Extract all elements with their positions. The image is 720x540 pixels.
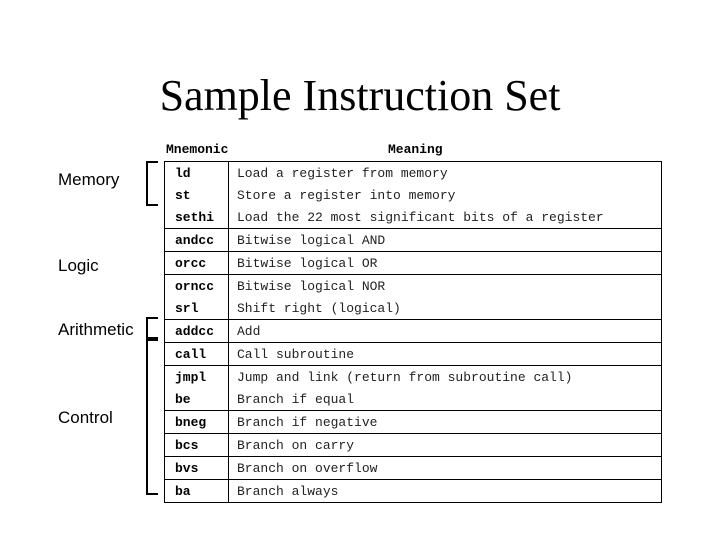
table-row [165,434,661,457]
bracket-arithmetic [146,317,158,339]
mnemonic-cell: orcc [165,252,229,274]
instruction-table [164,161,662,503]
mnemonic-cell: jmpl [165,366,229,388]
meaning-cell: Store a register into memory [237,187,456,203]
table-row [165,297,661,320]
meaning-cell: Branch always [237,483,339,499]
table-row [165,411,661,434]
meaning-cell: Branch on overflow [237,460,378,476]
meaning-cell: Add [237,323,261,339]
table-row [165,343,661,366]
meaning-cell: Branch if equal [237,391,355,407]
mnemonic-cell: call [165,343,229,365]
header-meaning: Meaning [388,142,443,157]
mnemonic-cell: addcc [165,320,229,342]
meaning-cell: Branch if negative [237,414,378,430]
mnemonic-cell: sethi [165,206,229,228]
mnemonic-cell: bvs [165,457,229,479]
table-row [165,252,661,275]
mnemonic-cell: orncc [165,275,229,297]
mnemonic-cell: srl [165,297,229,319]
meaning-cell: Load a register from memory [237,165,448,181]
mnemonic-cell: ld [165,162,229,184]
table-row [165,162,661,184]
meaning-cell: Bitwise logical NOR [237,278,386,294]
table-row [165,320,661,343]
meaning-cell: Branch on carry [237,437,355,453]
mnemonic-cell: bcs [165,434,229,456]
mnemonic-cell: andcc [165,229,229,251]
meaning-cell: Call subroutine [237,346,355,362]
table-row [165,275,661,297]
bracket-memory [146,161,158,206]
header-mnemonic: Mnemonic [166,142,229,157]
table-row [165,457,661,480]
group-label-memory: Memory [58,170,120,189]
group-label-arithmetic: Arithmetic [58,320,134,339]
meaning-cell: Jump and link (return from subroutine call) [237,369,573,385]
meaning-cell: Shift right (logical) [237,300,401,316]
table-row [165,229,661,252]
table-row [165,388,661,411]
group-label-control: Control [58,408,113,427]
table-row [165,480,661,503]
table-row [165,206,661,229]
bracket-control [146,339,158,495]
meaning-cell: Load the 22 most significant bits of a register [237,209,604,225]
table-row [165,366,661,388]
mnemonic-cell: ba [165,480,229,502]
mnemonic-cell: bneg [165,411,229,433]
group-label-logic: Logic [58,256,99,275]
mnemonic-cell: st [165,184,229,206]
page-title: Sample Instruction Set [159,71,561,120]
table-header [164,142,662,160]
mnemonic-cell: be [165,388,229,410]
meaning-cell: Bitwise logical OR [237,255,378,271]
table-row [165,184,661,206]
meaning-cell: Bitwise logical AND [237,232,386,248]
